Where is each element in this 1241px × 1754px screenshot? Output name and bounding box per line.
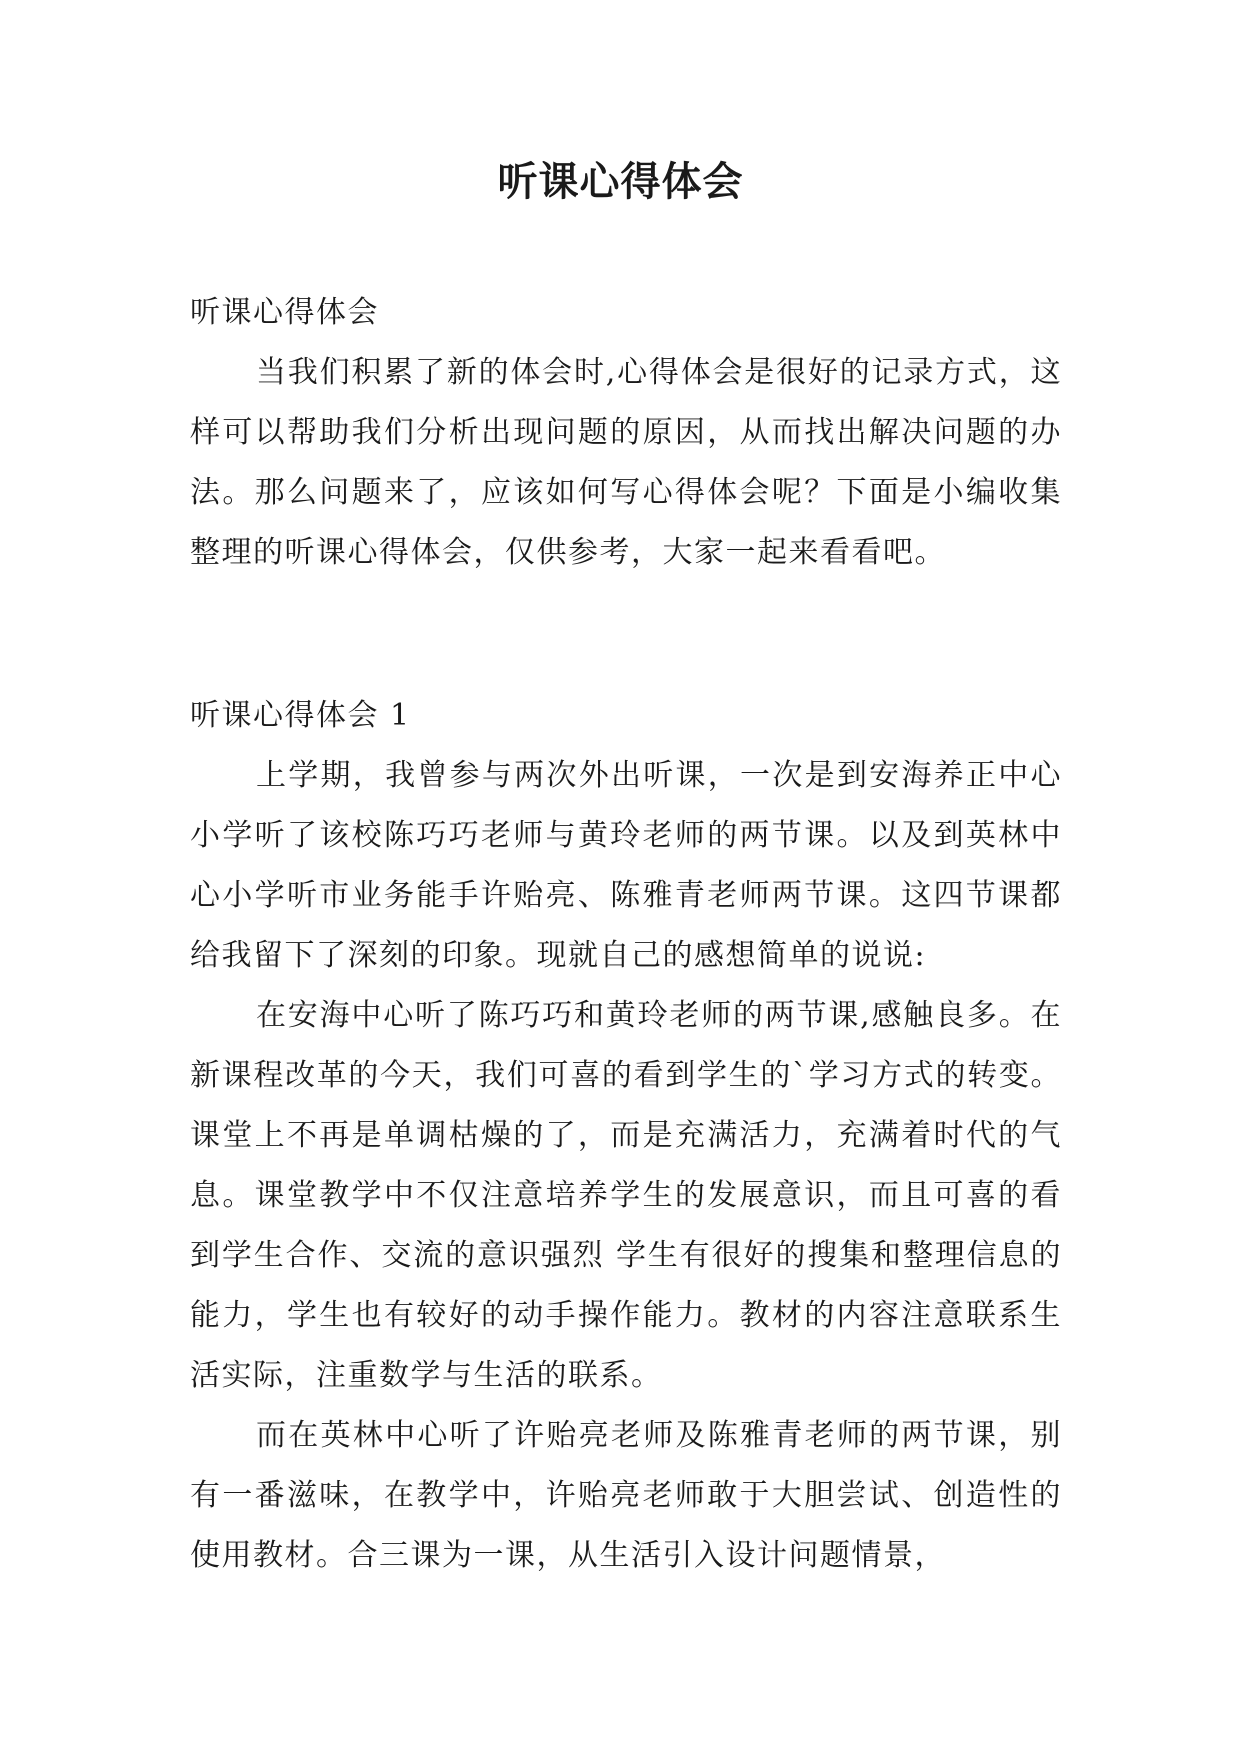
intro-paragraph: 当我们积累了新的体会时,心得体会是很好的记录方式，这样可以帮助我们分析出现问题的原因，从而找出解决问题的办法。那么问题来了，应该如何写心得体会呢？下面是小编收集整理的听课心得体会，仅供参考，大家一起来看看吧。 bbox=[190, 355, 1062, 570]
intro-heading: 听课心得体会 bbox=[190, 295, 379, 330]
body-paragraph: 在安海中心听了陈巧巧和黄玲老师的两节课,感触良多。在新课程改革的今天，我们可喜的看到学生的`学习方式的转变。课堂上不再是单调枯燥的了，而是充满活力，充满着时代的气息。课堂教学中不仅注意培养学生的发展意识，而且可喜的看到学生合作、交流的意识强烈 学生有很好的搜集和整理信息的能力，学生也有较好的动手操作能力。教材的内容注意联系生活实际，注重数学与生活的联系。 bbox=[190, 998, 1062, 1393]
section-spacer bbox=[190, 583, 1062, 686]
document-title: 听课心得体会 bbox=[497, 159, 744, 205]
document-body bbox=[190, 283, 1062, 1586]
section-heading: 听课心得体会 1 bbox=[190, 698, 411, 733]
body-paragraph: 上学期，我曾参与两次外出听课，一次是到安海养正中心小学听了该校陈巧巧老师与黄玲老师的两节课。以及到英林中心小学听市业务能手许贻亮、陈雅青老师两节课。这四节课都给我留下了深刻的印象。现就自己的感想简单的说说: bbox=[190, 758, 1062, 973]
body-paragraph: 而在英林中心听了许贻亮老师及陈雅青老师的两节课，别有一番滋味，在教学中，许贻亮老师敢于大胆尝试、创造性的使用教材。合三课为一课，从生活引入设计问题情景， bbox=[190, 1418, 1062, 1573]
